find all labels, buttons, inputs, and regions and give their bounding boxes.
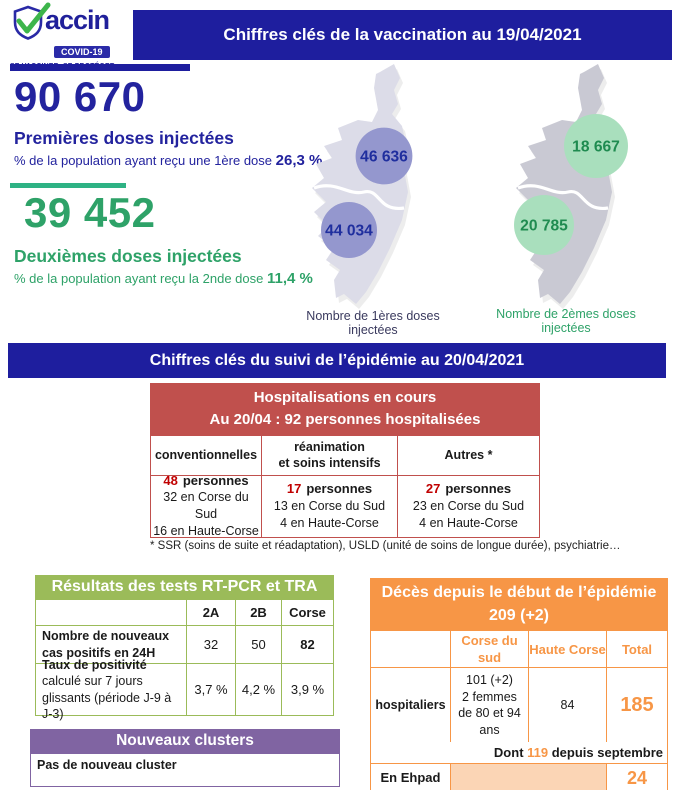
deaths-hosp-total: 185 [606, 668, 667, 742]
hospitalisations-title-line1: Hospitalisations en cours [253, 389, 437, 406]
hosp-cell-autres [398, 476, 540, 538]
map-second-caption: Nombre de 2èmes doses injectées [496, 307, 636, 335]
hosp-cell-reanimation [262, 476, 398, 538]
tests-label-bold: Taux de positivité [42, 658, 147, 672]
deaths-col-haute-corse: Haute Corse [528, 631, 606, 667]
hosp-detail: 4 en Haute-Corse [280, 515, 379, 530]
hosp-cell-conventionnelles [150, 472, 262, 539]
deaths-ehpad-total: 24 [606, 764, 667, 790]
deaths-ehpad-label: En Ehpad [380, 770, 441, 786]
tests-value-2b: 50 [235, 625, 281, 663]
deaths-ehpad-shaded-cell [450, 764, 606, 790]
clusters-title: Nouveaux clusters [30, 729, 340, 754]
deaths-note [371, 742, 667, 763]
first-doses-pct [14, 152, 322, 169]
clusters-panel [30, 729, 340, 787]
epidemic-header: Chiffres clés du suivi de l’épidémie au 20/04/2021 [8, 343, 666, 378]
corsica-map-first-doses [288, 60, 468, 312]
tests-col-2a: 2A [186, 600, 235, 625]
deaths-row-hospitaliers [371, 668, 667, 742]
hosp-detail: 4 en Haute-Corse [419, 515, 518, 530]
logo-covid-badge: COVID-19 [54, 46, 110, 58]
hosp-count: 27 [425, 481, 441, 497]
second-doses-value: 39 452 [24, 189, 156, 236]
hosp-unit: personnes [182, 472, 249, 488]
hosp-col-reanimation [262, 436, 398, 476]
first-doses-label: Premières doses injectées [14, 128, 234, 148]
hosp-detail: 32 en Corse du Sud [163, 490, 249, 522]
tests-row-label: Nombre de nouveaux cas positifs en 24H [36, 625, 186, 663]
corsica-island-shape [516, 64, 612, 304]
second-doses-label: Deuxièmes doses injectées [14, 246, 242, 266]
hosp-detail: 13 en Corse du Sud [273, 498, 386, 513]
bubble-corse-du-sud-first-value: 44 034 [325, 222, 373, 240]
deaths-col-empty [371, 631, 450, 667]
map-first-caption: Nombre de 1ères doses injectées [306, 309, 440, 337]
hospitalisations-title-line2: Au 20/04 : 92 personnes hospitalisées [209, 410, 481, 428]
deaths-note-suffix: depuis septembre [548, 745, 663, 761]
deaths-table [370, 578, 668, 790]
tests-col-corse: Corse [281, 600, 333, 625]
tests-table [35, 575, 334, 721]
deaths-note-value: 119 [527, 745, 549, 761]
hosp-col-autres [398, 436, 540, 476]
hosp-unit: personnes [445, 481, 512, 497]
clusters-body: Pas de nouveau cluster [30, 754, 340, 787]
first-doses-pct-label: % de la population ayant reçu une 1ère dose [14, 153, 273, 168]
corsica-map-second-doses [492, 60, 672, 312]
tests-value-corse: 82 [281, 625, 333, 663]
deaths-title-line2: 209 (+2) [488, 607, 550, 625]
first-doses-value: 90 670 [14, 73, 146, 120]
second-doses-pct-label: % de la population ayant reçu la 2nde dose [14, 271, 264, 286]
tests-value-2b: 4,2 % [235, 663, 281, 715]
hosp-count: 48 [163, 472, 178, 488]
tests-row-label [36, 658, 186, 721]
vaccin-covid-logo [10, 2, 142, 60]
deaths-hosp-cs-line: 101 (+2) [466, 672, 513, 687]
second-doses-divider [10, 183, 126, 188]
tests-col-empty [36, 600, 186, 625]
hosp-col-label: réanimation [294, 439, 365, 454]
deaths-hosp-label: hospitaliers [375, 697, 446, 712]
deaths-title [370, 578, 668, 631]
tests-title: Résultats des tests RT-PCR et TRA [35, 575, 334, 600]
vaccination-header: Chiffres clés de la vaccination au 19/04/2021 [133, 10, 672, 60]
hosp-col-label: conventionnelles [154, 447, 258, 462]
tests-value-2a: 3,7 % [186, 663, 235, 715]
deaths-title-line1: Décès depuis le début de l’épidémie [381, 584, 657, 601]
second-doses-pct [14, 270, 313, 287]
deaths-hosp-cs-line: ans [479, 723, 500, 738]
tests-value-2a: 32 [186, 625, 235, 663]
hosp-count: 17 [286, 481, 302, 497]
tests-col-2b: 2B [235, 600, 281, 625]
hospitalisations-table [150, 383, 540, 538]
first-doses-underline [10, 64, 190, 71]
deaths-note-prefix: Dont [493, 745, 528, 761]
logo-brand-text: accin [45, 4, 110, 35]
hosp-footnote: * SSR (soins de suite et réadaptation), USLD (unité de soins de longue durée), psychiatrie… [150, 540, 621, 552]
deaths-row-ehpad [371, 763, 667, 790]
hosp-col-label: Autres * [444, 447, 493, 462]
deaths-col-total: Total [606, 631, 667, 667]
bubble-haute-corse-second-value: 18 667 [572, 138, 620, 156]
first-doses-pct-value: 26,3 % [275, 152, 323, 169]
deaths-hosp-corse-du-sud [450, 668, 528, 742]
tests-value-corse: 3,9 % [281, 663, 333, 715]
deaths-hosp-cs-line: 2 femmes [462, 689, 517, 704]
hosp-unit: personnes [306, 481, 373, 497]
bubble-haute-corse-first-value: 46 636 [360, 148, 408, 166]
bubble-corse-du-sud-second-value: 20 785 [520, 217, 568, 235]
second-doses-pct-value: 11,4 % [266, 270, 313, 287]
deaths-hosp-cs-line: de 80 et 94 [458, 706, 521, 721]
deaths-hosp-haute-corse: 84 [528, 668, 606, 742]
deaths-col-corse-du-sud: Corse du sud [450, 631, 528, 667]
hosp-detail: 16 en Haute-Corse [153, 524, 259, 539]
tests-label-rest: calculé sur 7 jours glissants (période J-9 à J-3) [42, 674, 172, 721]
corsica-island-shape [312, 64, 408, 304]
hosp-detail: 23 en Corse du Sud [412, 498, 525, 513]
hosp-col-label: et soins intensifs [278, 456, 381, 470]
hospitalisations-title [150, 383, 540, 436]
tests-row-positivity [36, 658, 333, 721]
hosp-col-conventionnelles [150, 436, 262, 476]
